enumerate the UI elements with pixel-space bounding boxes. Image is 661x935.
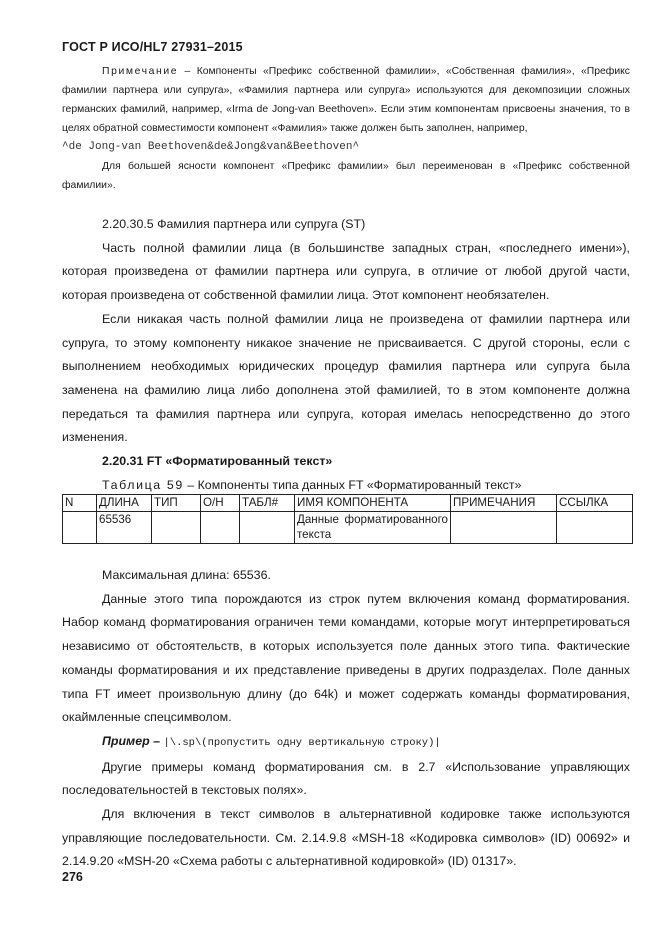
section-heading-2-20-31: 2.20.31 FT «Форматированный текст»: [102, 454, 333, 469]
paragraph: Данные этого типа порождаются из строк путем включения команд форматирования. Набор команд форматирования ограничен теми командами, которые могут интерпретироваться независимо от обстоятельств, в которых используется поле данных этого типа. Фактические команды форматирования и их представление приведены в других подразделах. Поле данных типа FT имеет произвольную длину (до 64k) и может содержать команды форматирования, окаймленные спецсимволом.: [62, 591, 630, 725]
page-number: 276: [62, 870, 83, 884]
table-header-cell: ПРИМЕЧАНИЯ: [451, 495, 557, 512]
note-block: [62, 62, 630, 195]
example-label: Пример –: [102, 733, 161, 748]
table-cell: [201, 512, 240, 544]
paragraph: Другие примеры команд форматирования см. в 2.7 «Использование управляющих последовательностей в текстовых полях».: [62, 759, 630, 798]
table-header-cell: ДЛИНА: [97, 495, 152, 512]
components-table: [62, 494, 633, 544]
table-header-cell: ТИП: [152, 495, 201, 512]
document-header: ГОСТ Р ИСО/HL7 27931–2015: [62, 40, 243, 54]
table-cell: [63, 512, 97, 544]
table-cell: [240, 512, 295, 544]
section-2-20-31-body: [62, 564, 630, 874]
paragraph: Часть полной фамилии лица (в большинстве западных стран, «последнего имени»), которая произведена от фамилии партнера или супруга, в отличие от любой другой части, которая произведена от собственной фамилии лица. Этот компонент необязателен.: [62, 240, 630, 303]
note-paragraph: [62, 62, 630, 138]
table-header-cell: ТАБЛ#: [240, 495, 295, 512]
example: [62, 730, 630, 756]
table-caption-label: Таблица 59: [102, 477, 184, 492]
example-code: |\.sp\(пропустить одну вертикальную строку)|: [163, 736, 441, 749]
table-row: [63, 512, 633, 544]
section-2-20-30-5: [62, 213, 630, 497]
note-paragraph-2: Для большей ясности компонент «Префикс фамилии» был переименован в «Префикс собственной фамилии».: [62, 161, 630, 191]
max-length: Максимальная длина: 65536.: [102, 568, 271, 582]
paragraph: Для включения в текст символов в альтернативной кодировке также используются управляющие последовательности. См. 2.14.9.8 «MSH-18 «Кодировка символов» (ID) 00692» и 2.14.9.20 «MSH-20 «Схема работы с альтернативной кодировкой» (ID) 01317».: [62, 807, 630, 869]
table-header-cell: ИМЯ КОМПОНЕНТА: [295, 495, 451, 512]
table-cell: Данные форматированного текста: [295, 512, 451, 544]
section-heading: 2.20.30.5 Фамилия партнера или супруга (ST): [102, 217, 366, 231]
note-text: – Компоненты «Префикс собственной фамилии», «Собственная фамилия», «Префикс фамилии партнера или супруга», «Фамилия партнера или супруга» используются для декомпозиции сложных германских фамилий, например, «Irma de Jong-van Beethoven». Если этим компонентам присвоены значения, то в целях обратной совместимости компонент «Фамилия» также должен быть заполнен, например,: [62, 66, 630, 134]
table-header-row: [63, 495, 633, 512]
table-cell: [152, 512, 201, 544]
table-header-cell: ССЫЛКА: [557, 495, 633, 512]
table-cell: 65536: [97, 512, 152, 544]
table-header-cell: О/Н: [201, 495, 240, 512]
table-cell: [557, 512, 633, 544]
paragraph: Если никакая часть полной фамилии лица не произведена от фамилии партнера или супруга, то этому компоненту никакое значение не присваивается. С другой стороны, если с выполнением необходимых юридических процедур фамилия партнера или супруга была заменена на фамилию лица либо дополнена этой фамилией, то в этом компоненте должна передаться та фамилия партнера или супруга, которая имелась непосредственно до этого изменения.: [62, 311, 630, 445]
table-cell: [451, 512, 557, 544]
note-code: ^de Jong-van Beethoven&de&Jong&van&Beethoven^: [62, 141, 360, 153]
table-header-cell: N: [63, 495, 97, 512]
table-caption-text: – Компоненты типа данных FT «Форматированный текст»: [183, 477, 522, 492]
note-label: Примечание: [102, 66, 179, 77]
